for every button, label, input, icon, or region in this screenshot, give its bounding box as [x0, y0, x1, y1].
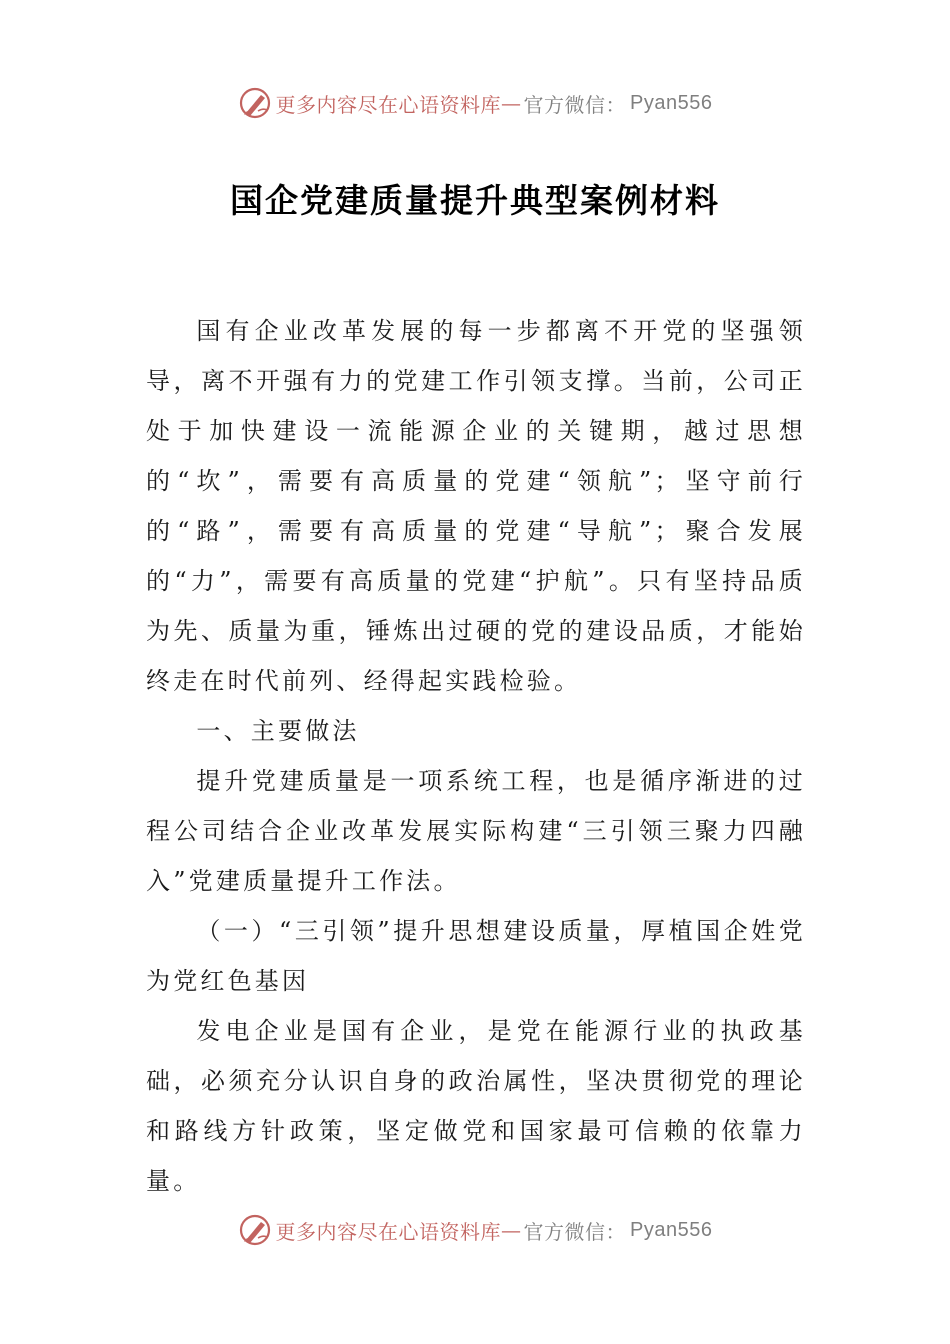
paragraph-intro: 国有企业改革发展的每一步都离不开党的坚强领导，离不开强有力的党建工作引领支撑。当前，公司正处于加快建设一流能源企业的关键期，越过思想的“坎”，需要有高质量的党建“领航”；坚守前行的“路”，需要有高质量的党建“导航”；聚合发展的“力”，需要有高质量的党建“护航”。只有坚持品质为先、质量为重，锤炼出过硬的党的建设品质，才能始终走在时代前列、经得起实践检验。 [146, 317, 806, 695]
subsection-heading: （一）“三引领”提升思想建设质量，厚植国企姓党为党红色基因 [146, 917, 806, 995]
pen-logo-icon [238, 86, 272, 120]
pen-logo-icon [238, 1213, 272, 1247]
watermark-official: 官方微信： [523, 1219, 627, 1244]
watermark-dash: — [501, 1218, 522, 1242]
watermark-header [0, 86, 950, 120]
watermark-official: 官方微信： [523, 92, 627, 117]
watermark-id: Pyan556 [630, 91, 713, 114]
watermark-prefix: 更多内容尽在心语资料库 [275, 92, 502, 117]
watermark-prefix: 更多内容尽在心语资料库 [275, 1219, 502, 1244]
paragraph-detail: 发电企业是国有企业，是党在能源行业的执政基础，必须充分认识自身的政治属性，坚决贯彻党的理论和路线方针政策，坚定做党和国家最可信赖的依靠力量。 [146, 1017, 806, 1195]
section-heading: 一、主要做法 [196, 717, 360, 745]
watermark-dash: — [501, 91, 522, 115]
document-body [146, 306, 806, 1206]
paragraph-overview: 提升党建质量是一项系统工程，也是循序渐进的过程公司结合企业改革发展实际构建“三引领三聚力四融入”党建质量提升工作法。 [146, 767, 806, 895]
watermark-footer [0, 1213, 950, 1247]
page-title: 国企党建质量提升典型案例材料 [230, 181, 720, 220]
watermark-id: Pyan556 [630, 1218, 713, 1241]
